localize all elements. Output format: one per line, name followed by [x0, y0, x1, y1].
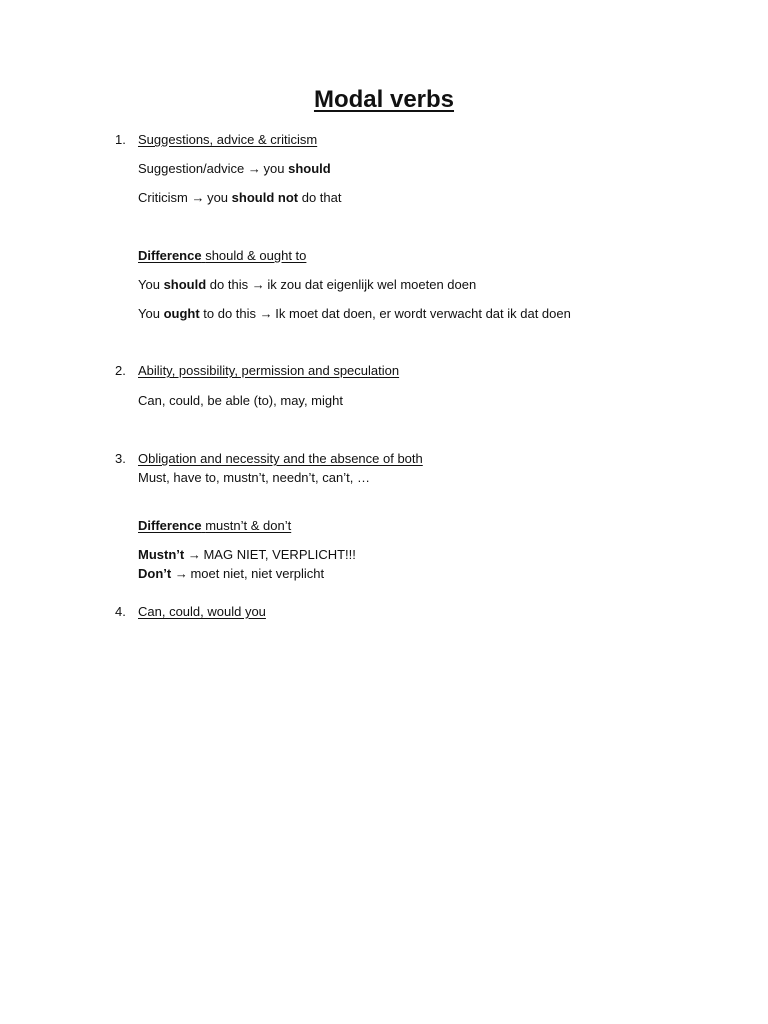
section-2-text: Can, could, be able (to), may, might — [138, 393, 343, 408]
example-bold: should — [163, 277, 207, 292]
section-1-line-1-pre: Suggestion/advice — [138, 161, 245, 176]
section-2-heading: Ability, possibility, permission and speculation — [138, 363, 400, 378]
section-3-heading: Obligation and necessity and the absence of both — [138, 451, 423, 466]
example-pre: You — [138, 306, 160, 321]
example-post: Ik moet dat doen, er wordt verwacht dat ik dat doen — [275, 306, 571, 321]
section-3-difference-example-2 — [138, 566, 324, 582]
section-2-number: 2. — [115, 363, 126, 378]
section-1-number: 1. — [115, 132, 126, 147]
section-1-difference-example-2 — [138, 306, 571, 322]
section-1-line-2-post: you — [207, 190, 229, 205]
section-1-heading: Suggestions, advice & criticism — [138, 132, 318, 147]
arrow-right-icon: → — [191, 190, 205, 205]
section-1-line-1-bold: should — [288, 161, 331, 176]
arrow-right-icon: → — [187, 547, 201, 562]
section-3-number: 3. — [115, 451, 126, 466]
section-1-line-2 — [138, 190, 342, 206]
example-post: moet niet, niet verplicht — [190, 566, 325, 581]
example-bold: Mustn’t — [138, 547, 185, 562]
section-4-heading: Can, could, would you — [138, 604, 266, 619]
section-1-line-2-bold: should not — [231, 190, 299, 205]
section-3-difference-example-1 — [138, 547, 356, 563]
difference-label: Difference — [138, 248, 202, 263]
section-3-difference-heading — [138, 518, 291, 534]
section-1-difference-example-1 — [138, 277, 476, 293]
arrow-right-icon: → — [251, 277, 265, 292]
section-3-text: Must, have to, mustn’t, needn’t, can’t, … — [138, 470, 370, 485]
example-pre: You — [138, 277, 160, 292]
example-mid: do this — [209, 277, 249, 292]
arrow-right-icon: → — [174, 566, 188, 581]
page-title: Modal verbs — [313, 86, 455, 113]
difference-label: Difference — [138, 518, 202, 533]
example-post: ik zou dat eigenlijk wel moeten doen — [267, 277, 477, 292]
example-post: MAG NIET, VERPLICHT!!! — [203, 547, 356, 562]
section-4-number: 4. — [115, 604, 126, 619]
example-mid: to do this — [203, 306, 257, 321]
section-1-line-2-tail: do that — [301, 190, 342, 205]
section-1-difference-heading — [138, 248, 306, 264]
section-1-line-1 — [138, 161, 331, 177]
example-bold: Don’t — [138, 566, 172, 581]
section-1-line-1-post: you — [263, 161, 285, 176]
arrow-right-icon: → — [247, 161, 261, 176]
difference-rest: mustn’t & don’t — [205, 518, 292, 533]
arrow-right-icon: → — [259, 306, 273, 321]
example-bold: ought — [163, 306, 200, 321]
section-1-line-2-pre: Criticism — [138, 190, 188, 205]
difference-rest: should & ought to — [205, 248, 307, 263]
